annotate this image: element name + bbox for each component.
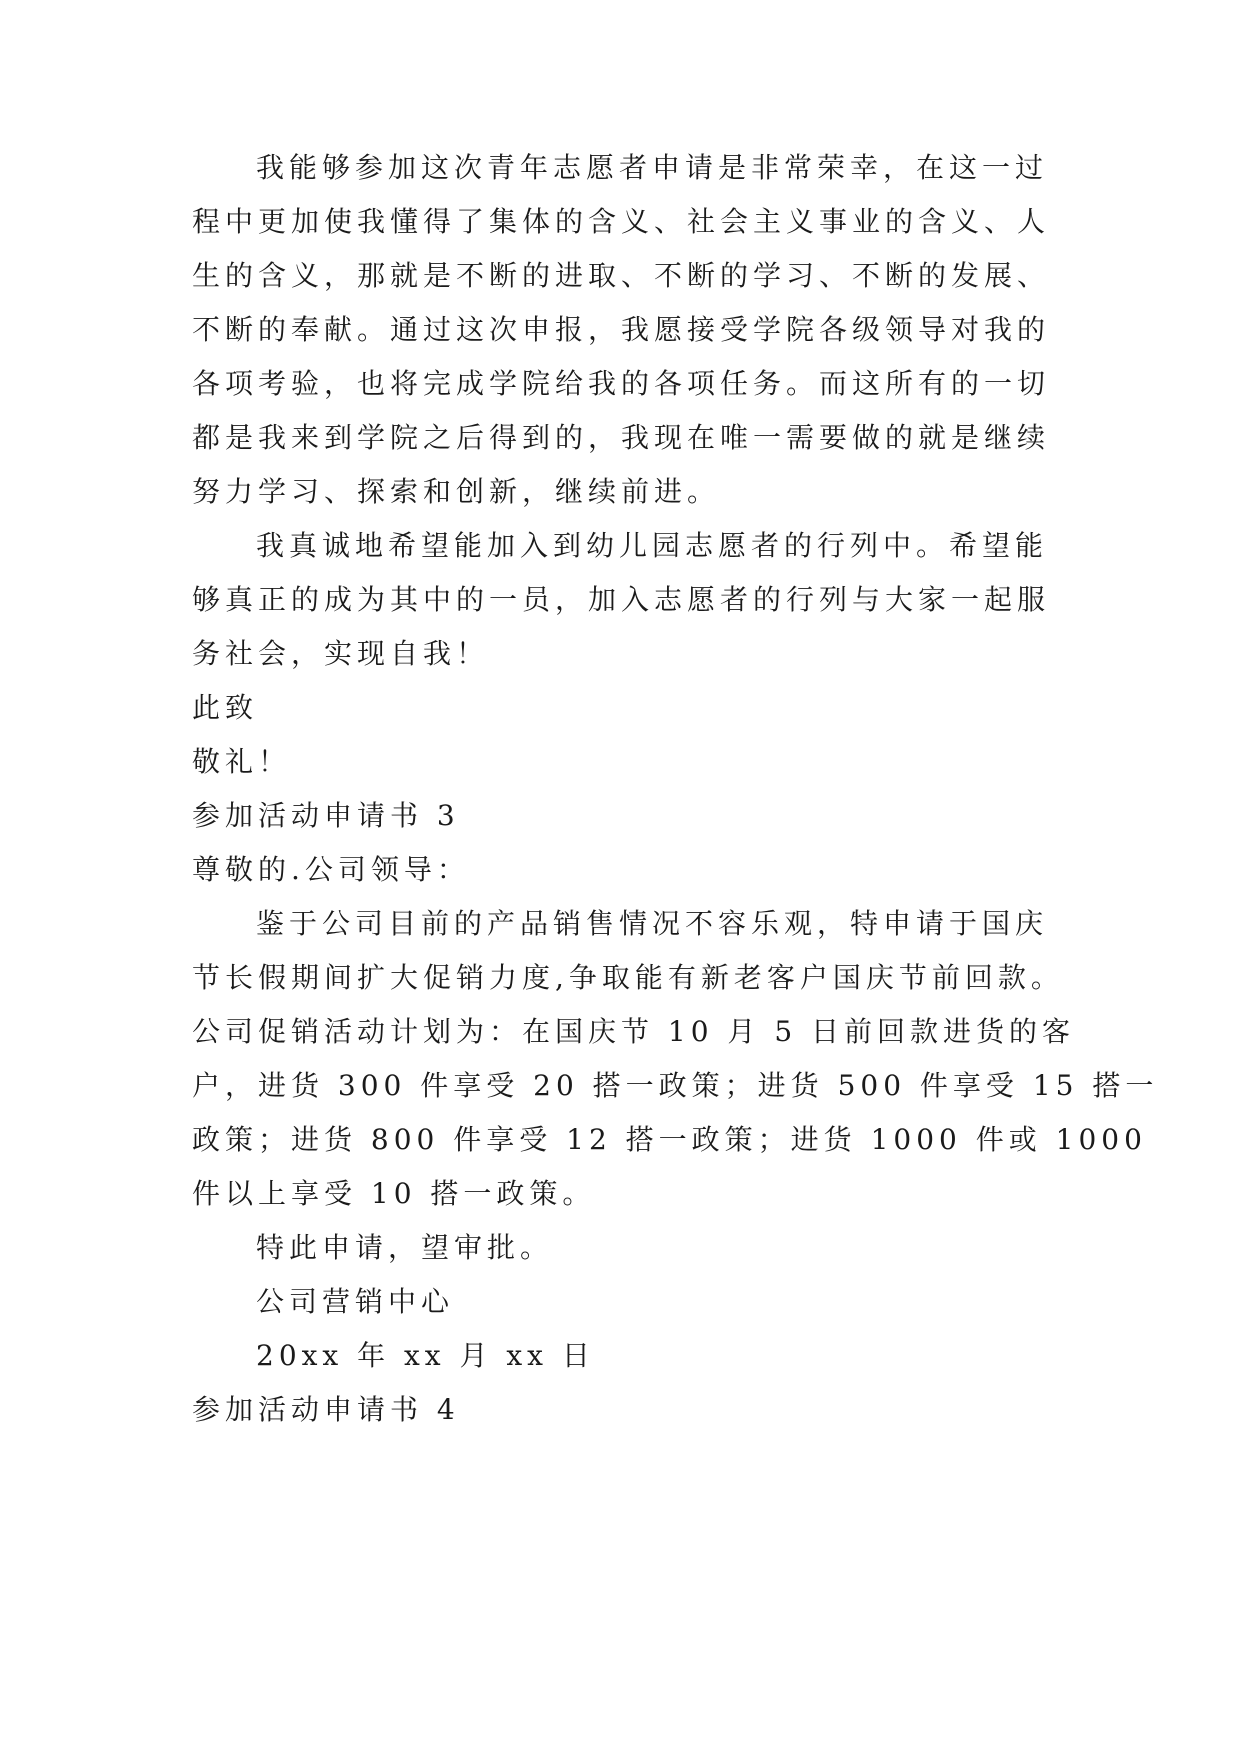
signature: 公司营销中心: [256, 1285, 455, 1318]
request-line: 特此申请，望审批。: [256, 1231, 554, 1264]
paragraph-line: 各项考验，也将完成学院给我的各项任务。而这所有的一切: [192, 367, 1051, 400]
salutation: 尊敬的.公司领导：: [192, 853, 470, 886]
closing-line: 敬礼！: [192, 745, 292, 778]
paragraph-line: 公司促销活动计划为：在国庆节 10 月 5 日前回款进货的客: [192, 1015, 1076, 1048]
paragraph-line: 我真诚地希望能加入到幼儿园志愿者的行列中。希望能: [256, 529, 1049, 562]
section-heading: 参加活动申请书 3: [192, 799, 460, 832]
section-heading: 参加活动申请书 4: [192, 1393, 460, 1426]
paragraph-line: 务社会，实现自我！: [192, 637, 490, 670]
paragraph-line: 我能够参加这次青年志愿者申请是非常荣幸，在这一过: [256, 151, 1049, 184]
date: 20xx 年 xx 月 xx 日: [256, 1339, 595, 1372]
paragraph-line: 节长假期间扩大促销力度,争取能有新老客户国庆节前回款。: [192, 961, 1064, 994]
closing-line: 此致: [192, 691, 259, 724]
paragraph-line: 户，进货 300 件享受 20 搭一政策；进货 500 件享受 15 搭一: [192, 1069, 1159, 1102]
paragraph-line: 鉴于公司目前的产品销售情况不容乐观，特申请于国庆: [256, 907, 1049, 940]
paragraph-line: 生的含义，那就是不断的进取、不断的学习、不断的发展、: [192, 259, 1051, 292]
paragraph-line: 件以上享受 10 搭一政策。: [192, 1177, 596, 1210]
paragraph-line: 程中更加使我懂得了集体的含义、社会主义事业的含义、人: [192, 205, 1051, 238]
paragraph-line: 政策；进货 800 件享受 12 搭一政策；进货 1000 件或 1000: [192, 1123, 1147, 1156]
paragraph-line: 都是我来到学院之后得到的，我现在唯一需要做的就是继续: [192, 421, 1051, 454]
paragraph-line: 不断的奉献。通过这次申报，我愿接受学院各级领导对我的: [192, 313, 1051, 346]
paragraph-line: 够真正的成为其中的一员，加入志愿者的行列与大家一起服: [192, 583, 1051, 616]
paragraph-line: 努力学习、探索和创新，继续前进。: [192, 475, 721, 508]
